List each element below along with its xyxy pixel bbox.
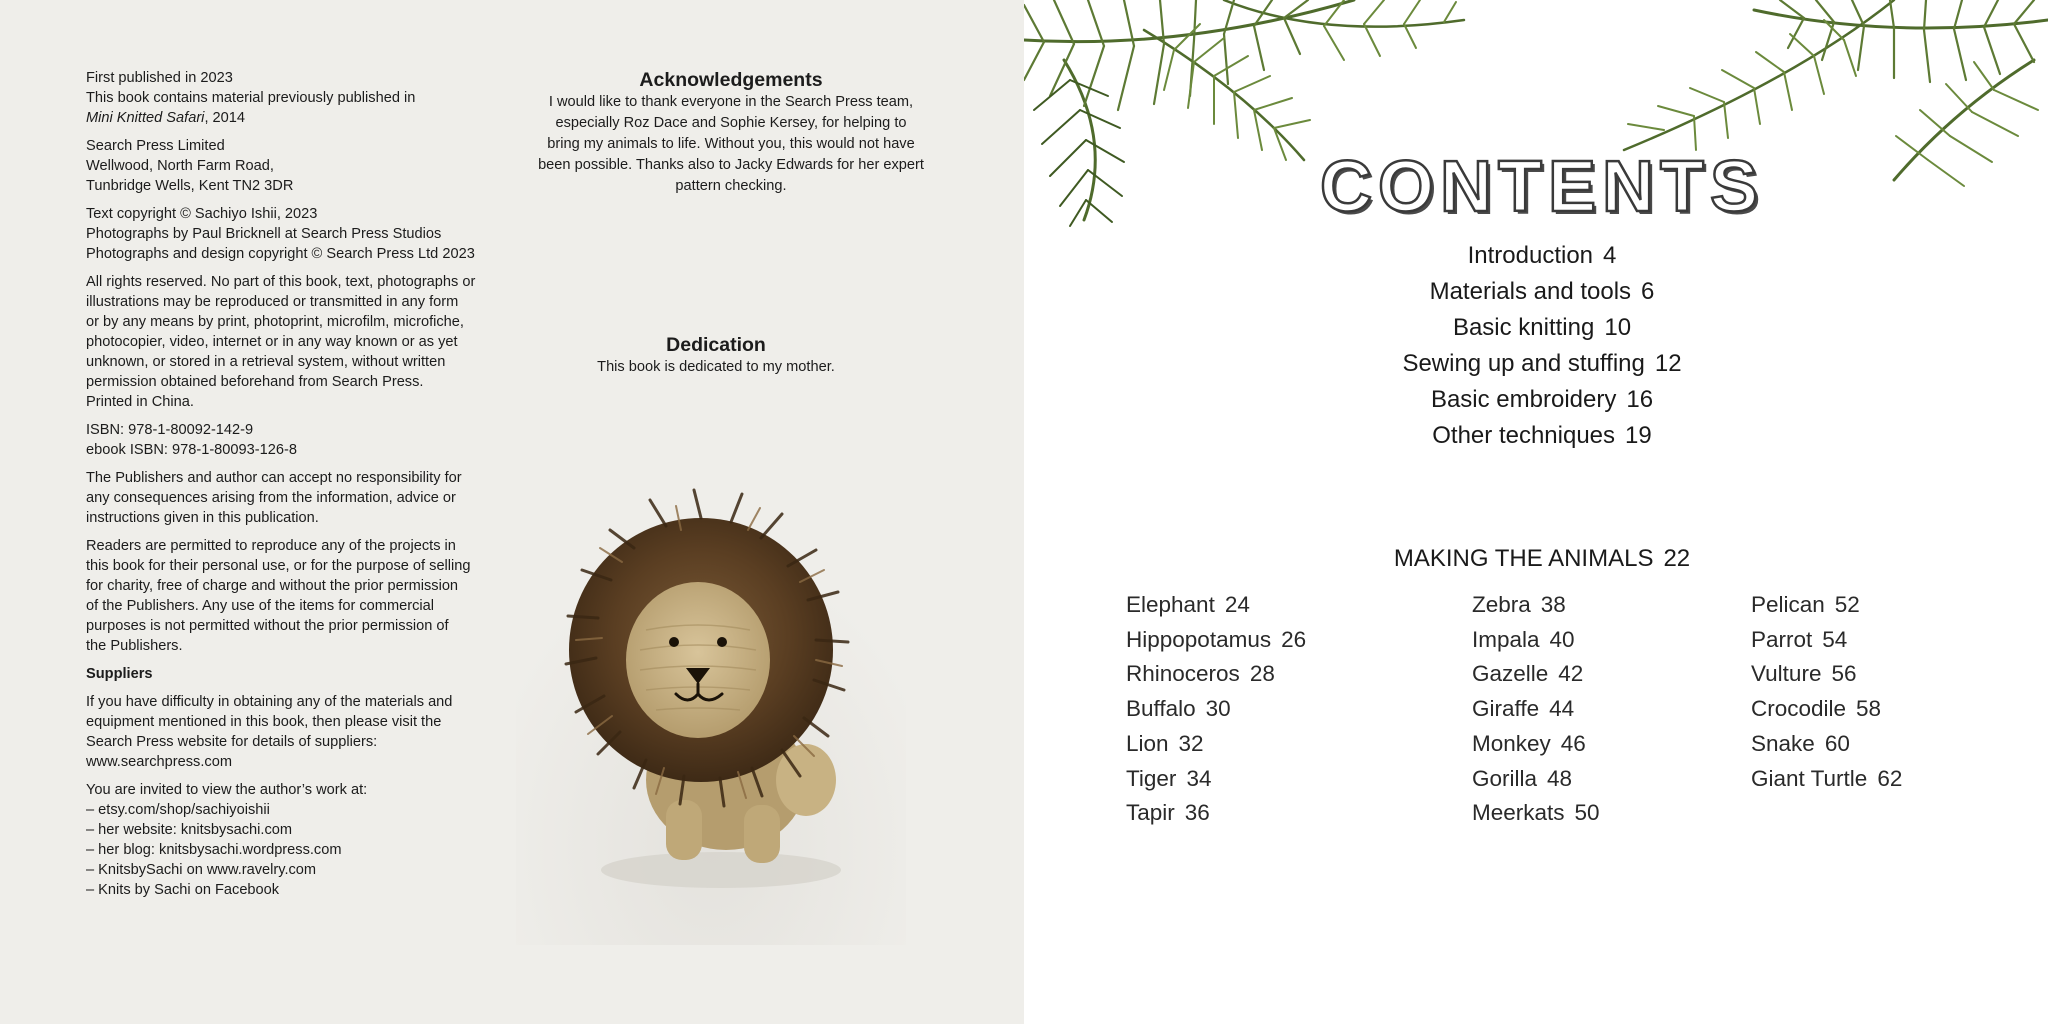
toc-item-label: Other techniques (1432, 422, 1616, 449)
animal-toc-item[interactable] (1472, 796, 1600, 831)
imprint-line: of the Publishers. Any use of the items for commercial (86, 598, 434, 614)
previous-title: Mini Knitted Safari (86, 110, 205, 126)
imprint-line: If you have difficulty in obtaining any of the materials and (86, 694, 453, 710)
animal-toc-item[interactable] (1472, 692, 1600, 727)
acknowledgements-heading: Acknowledgements (639, 69, 823, 91)
author-links (86, 780, 506, 900)
animal-label: Giraffe (1472, 696, 1540, 722)
isbn-block (86, 420, 506, 460)
animal-page: 52 (1834, 592, 1860, 617)
acknowledgements-line: bring my animals to life. Without you, this would not have (547, 136, 915, 152)
animal-page: 48 (1547, 765, 1573, 791)
author-link: – etsy.com/shop/sachiyoishii (86, 802, 270, 818)
animal-page: 60 (1824, 730, 1850, 756)
author-link: – KnitsbySachi on www.ravelry.com (86, 862, 317, 878)
imprint-line: All rights reserved. No part of this book, text, photographs or (86, 274, 476, 290)
animal-page: 50 (1574, 800, 1600, 826)
animal-toc-item[interactable] (1126, 692, 1306, 727)
animal-page: 26 (1281, 626, 1307, 652)
animal-label: Buffalo (1126, 696, 1196, 722)
copyright-notice (86, 204, 506, 264)
animal-page: 36 (1184, 800, 1210, 826)
imprint-page-text (86, 68, 506, 908)
imprint-line: or by any means by print, photoprint, microfilm, microfiche, (86, 314, 464, 330)
animal-label: Elephant (1126, 592, 1215, 617)
imprint-line: Search Press website for details of suppliers: (86, 734, 378, 750)
reproduction-permission (86, 536, 506, 656)
imprint-line: Photographs and design copyright © Search Press Ltd 2023 (86, 246, 475, 262)
animal-toc-item[interactable] (1751, 588, 1902, 623)
imprint-line: instructions given in this publication. (86, 510, 319, 526)
contents-title: CONTENTS (1320, 147, 1764, 227)
imprint-line: any consequences arising from the information, advice or (86, 490, 456, 506)
toc-item-page: 19 (1625, 422, 1652, 449)
author-link: – her blog: knitsbysachi.wordpress.com (86, 842, 342, 858)
imprint-line: for charity, free of charge and without the prior permission (86, 578, 459, 594)
animal-page: 30 (1205, 696, 1231, 722)
imprint-line: permission obtained beforehand from Search Press. (86, 374, 424, 390)
toc-item[interactable] (1314, 346, 1770, 382)
toc-item[interactable] (1314, 310, 1770, 346)
animal-toc-item[interactable] (1472, 762, 1600, 797)
animal-page: 62 (1877, 765, 1903, 791)
publisher-address (86, 136, 506, 196)
animal-page: 40 (1549, 626, 1575, 652)
animal-label: Gazelle (1472, 661, 1549, 687)
animal-label: Giant Turtle (1751, 765, 1868, 791)
animal-label: Parrot (1751, 626, 1813, 652)
animal-toc-item[interactable] (1472, 657, 1600, 692)
lion-eye (669, 637, 679, 647)
animal-label: Tiger (1126, 765, 1177, 791)
imprint-line: This book contains material previously published in (86, 90, 416, 106)
animal-label: Meerkats (1472, 800, 1565, 826)
lion-face (626, 582, 770, 738)
imprint-line: Tunbridge Wells, Kent TN2 3DR (86, 178, 294, 194)
animal-toc-item[interactable] (1126, 762, 1306, 797)
animal-page: 38 (1540, 592, 1566, 617)
animals-heading-label: MAKING THE ANIMALS (1393, 545, 1654, 572)
animal-toc-item[interactable] (1472, 623, 1600, 658)
previous-title-year: , 2014 (204, 110, 246, 126)
imprint-line: Readers are permitted to reproduce any of the projects in (86, 538, 456, 554)
toc-item[interactable] (1314, 238, 1770, 274)
animal-toc-item[interactable] (1751, 762, 1902, 797)
animal-toc-item[interactable] (1126, 657, 1306, 692)
imprint-line: equipment mentioned in this book, then please visit the (86, 714, 442, 730)
animal-toc-item[interactable] (1126, 796, 1306, 831)
animal-page: 24 (1224, 592, 1250, 617)
acknowledgements-line: I would like to thank everyone in the Search Press team, (548, 94, 914, 110)
animal-page: 44 (1549, 696, 1575, 722)
imprint-line: Text copyright © Sachiyo Ishii, 2023 (86, 206, 318, 222)
animals-section-heading[interactable] (1264, 542, 1820, 576)
toc-item-label: Basic knitting (1452, 314, 1595, 341)
animal-toc-item[interactable] (1472, 727, 1600, 762)
animal-toc-item[interactable] (1751, 692, 1902, 727)
publication-history (86, 68, 506, 128)
imprint-line: the Publishers. (86, 638, 183, 654)
right-page (1024, 0, 2048, 1024)
main-toc (1314, 238, 1770, 454)
animal-page: 54 (1822, 626, 1848, 652)
shadow (601, 852, 841, 888)
dedication-text: This book is dedicated to my mother. (597, 359, 835, 375)
animal-page: 32 (1178, 730, 1204, 756)
animal-label: Impala (1472, 626, 1540, 652)
animals-column-3 (1751, 588, 1902, 796)
imprint-line: illustrations may be reproduced or transmitted in any form (86, 294, 459, 310)
animal-page: 28 (1249, 661, 1275, 687)
animal-label: Zebra (1472, 592, 1531, 617)
toc-item-page: 16 (1626, 386, 1654, 413)
animal-label: Pelican (1751, 592, 1825, 617)
imprint-line: Wellwood, North Farm Road, (86, 158, 274, 174)
toc-item-page: 4 (1603, 242, 1617, 269)
toc-item[interactable] (1314, 418, 1770, 454)
animal-label: Crocodile (1751, 696, 1847, 722)
author-link: – her website: knitsbysachi.com (86, 822, 293, 838)
toc-item-label: Materials and tools (1429, 278, 1632, 305)
suppliers-url: www.searchpress.com (86, 754, 232, 770)
toc-item[interactable] (1314, 382, 1770, 418)
animal-page: 34 (1186, 765, 1212, 791)
animal-label: Hippopotamus (1126, 626, 1272, 652)
animals-heading-page: 22 (1663, 545, 1691, 572)
animal-page: 56 (1831, 661, 1857, 687)
acknowledgements-section (528, 68, 934, 197)
imprint-line (86, 108, 506, 128)
animal-toc-item[interactable] (1472, 588, 1600, 623)
toc-item-label: Sewing up and stuffing (1402, 350, 1645, 377)
toc-item-page: 10 (1604, 314, 1632, 341)
animal-toc-item[interactable] (1126, 588, 1306, 623)
suppliers-text (86, 692, 506, 772)
dedication-section (528, 333, 904, 378)
ebook-isbn: ebook ISBN: 978-1-80093-126-8 (86, 442, 297, 458)
imprint-line: Photographs by Paul Bricknell at Search Press Studios (86, 226, 442, 242)
author-link: – Knits by Sachi on Facebook (86, 882, 280, 898)
animal-label: Monkey (1472, 730, 1551, 756)
animals-column-1 (1126, 588, 1306, 831)
imprint-line: purposes is not permitted without the prior permission of (86, 618, 449, 634)
imprint-line: First published in 2023 (86, 70, 233, 86)
animal-toc-item[interactable] (1751, 657, 1902, 692)
animal-page: 58 (1856, 696, 1882, 722)
lion-leg (744, 805, 780, 863)
imprint-line: photocopier, video, internet or in any way known or as yet (86, 334, 458, 350)
imprint-line: You are invited to view the author’s work at: (86, 782, 368, 798)
imprint-line: unknown, or stored in a retrieval system, without written (86, 354, 446, 370)
animal-label: Vulture (1751, 661, 1822, 687)
lion-leg (666, 800, 702, 860)
disclaimer (86, 468, 506, 528)
toc-item-label: Basic embroidery (1430, 386, 1617, 413)
knitted-lion-photo (516, 450, 906, 945)
acknowledgements-line: been possible. Thanks also to Jacky Edwards for her expert (538, 157, 924, 173)
acknowledgements-line: pattern checking. (675, 178, 787, 194)
rights-notice (86, 272, 506, 412)
acknowledgements-line: especially Roz Dace and Sophie Kersey, for helping to (555, 115, 907, 131)
animal-page: 46 (1560, 730, 1586, 756)
dedication-heading: Dedication (666, 334, 766, 356)
toc-item-page: 6 (1641, 278, 1655, 305)
imprint-line: this book for their personal use, or for the purpose of selling (86, 558, 471, 574)
toc-item-label: Introduction (1467, 242, 1594, 269)
animal-label: Lion (1126, 730, 1169, 756)
lion-eye (717, 637, 727, 647)
animal-page: 42 (1558, 661, 1584, 687)
imprint-line: Search Press Limited (86, 138, 225, 154)
toc-item-page: 12 (1654, 350, 1682, 377)
animal-label: Rhinoceros (1126, 661, 1240, 687)
animal-label: Gorilla (1472, 765, 1538, 791)
suppliers-title: Suppliers (86, 666, 153, 682)
imprint-line: The Publishers and author can accept no responsibility for (86, 470, 462, 486)
imprint-line: Printed in China. (86, 394, 194, 410)
animal-label: Snake (1751, 730, 1815, 756)
suppliers-heading (86, 664, 506, 684)
animals-column-2 (1472, 588, 1600, 831)
animal-label: Tapir (1126, 800, 1175, 826)
animal-toc-item[interactable] (1751, 727, 1902, 762)
toc-item[interactable] (1314, 274, 1770, 310)
animal-toc-item[interactable] (1751, 623, 1902, 658)
animal-toc-item[interactable] (1126, 727, 1306, 762)
isbn: ISBN: 978-1-80092-142-9 (86, 422, 254, 438)
animal-toc-item[interactable] (1126, 623, 1306, 658)
